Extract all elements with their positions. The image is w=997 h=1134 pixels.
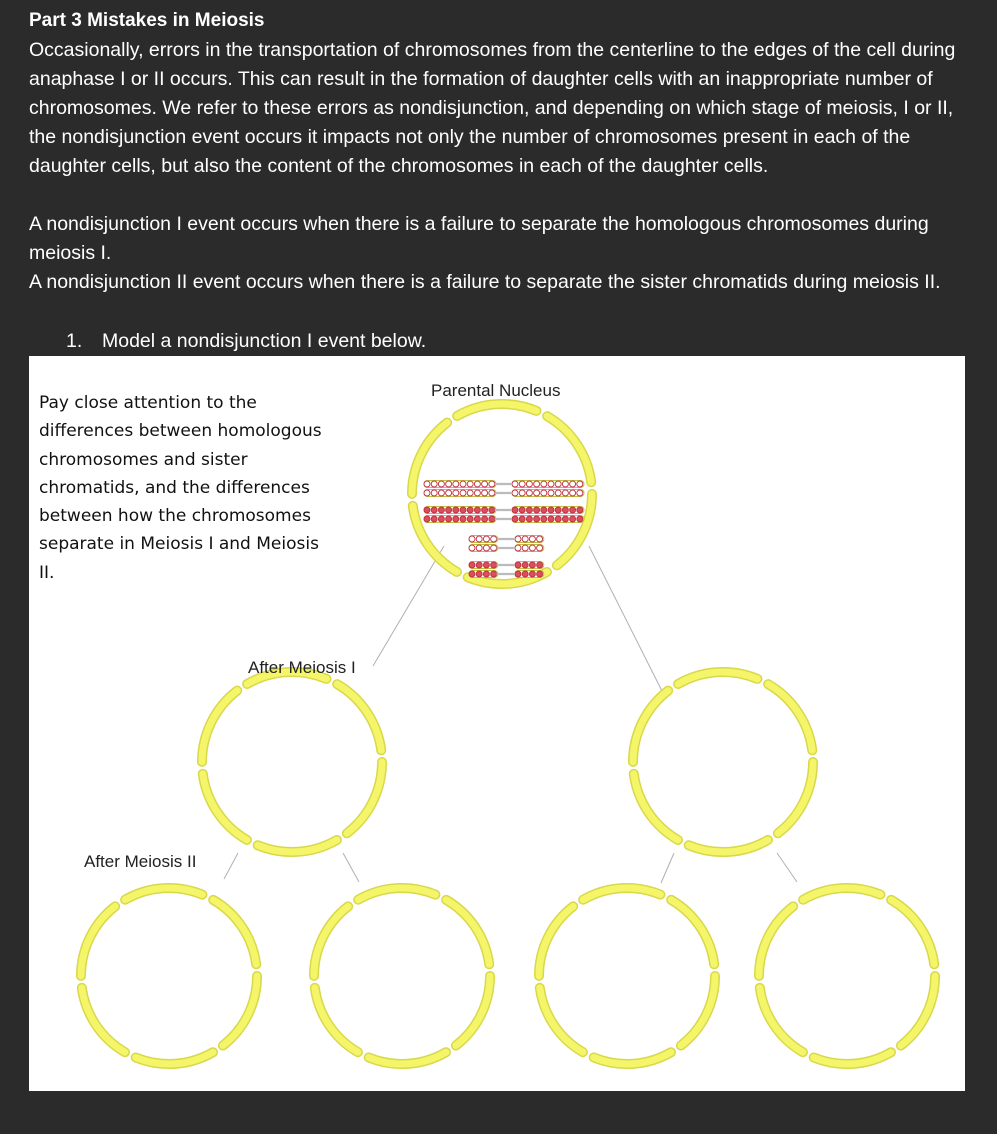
large-chromosome-red-right-bead — [548, 507, 554, 513]
large-chromosome-white-right-bead — [519, 481, 525, 487]
large-chromosome-white-sister-left-bead — [482, 490, 488, 496]
large-chromosome-red-sister-right-bead — [526, 516, 532, 522]
large-chromosome-red-sister-right-bead — [519, 516, 525, 522]
large-chromosome-white-sister-left-bead — [467, 490, 473, 496]
small-chromosome-red-sister-left-bead — [491, 571, 497, 577]
gamete-cell-meiosis-2-membrane — [314, 888, 490, 1064]
large-chromosome-white-sister-right-bead — [519, 490, 525, 496]
small-chromosome-red-left-bead — [491, 562, 497, 568]
daughter-cell-meiosis-1-membrane — [202, 672, 382, 852]
small-chromosome-white-right-bead — [529, 536, 535, 542]
small-chromosome-white-sister-right-bead — [537, 545, 543, 551]
small-chromosome-white-sister-right-bead — [515, 545, 521, 551]
large-chromosome-red-sister-right-bead — [512, 516, 518, 522]
large-chromosome-red-left-bead — [460, 507, 466, 513]
small-chromosome-red-right-bead — [515, 562, 521, 568]
large-chromosome-red-right-bead — [577, 507, 583, 513]
large-chromosome-white-left-bead — [482, 481, 488, 487]
large-chromosome-white-left-bead — [431, 481, 437, 487]
connector-line — [343, 853, 359, 882]
daughter-cell-meiosis-1-membrane — [633, 672, 813, 852]
small-chromosome-red-right-bead — [522, 562, 528, 568]
large-chromosome-red-right-bead — [541, 507, 547, 513]
small-chromosome-red-left-bead — [476, 562, 482, 568]
large-chromosome-white-sister-left-bead — [438, 490, 444, 496]
small-chromosome-red-left-bead — [483, 562, 489, 568]
large-chromosome-red-sister-right-bead — [548, 516, 554, 522]
large-chromosome-white-left-bead — [460, 481, 466, 487]
small-chromosome-red-sister-right-bead — [537, 571, 543, 577]
large-chromosome-red-right-bead — [555, 507, 561, 513]
large-chromosome-white-sister-right-bead — [526, 490, 532, 496]
large-chromosome-red-sister-left-bead — [467, 516, 473, 522]
connector-line — [661, 853, 674, 883]
large-chromosome-red-sister-left-bead — [431, 516, 437, 522]
large-chromosome-red-sister-left-bead — [489, 516, 495, 522]
connector-line — [373, 546, 444, 666]
large-chromosome-red-sister-left-bead — [446, 516, 452, 522]
large-chromosome-red-sister-left-bead — [424, 516, 430, 522]
small-chromosome-red-sister-right-bead — [515, 571, 521, 577]
small-chromosome-red-right-bead — [537, 562, 543, 568]
large-chromosome-white-right-bead — [512, 481, 518, 487]
small-chromosome-white-left-bead — [469, 536, 475, 542]
small-chromosome-white-right-bead — [537, 536, 543, 542]
large-chromosome-red-sister-left-bead — [453, 516, 459, 522]
large-chromosome-white-sister-left-bead — [431, 490, 437, 496]
small-chromosome-white-sister-left-bead — [469, 545, 475, 551]
large-chromosome-white-sister-right-bead — [577, 490, 583, 496]
large-chromosome-white-sister-right-bead — [548, 490, 554, 496]
after-meiosis-1-label: After Meiosis I — [248, 658, 356, 677]
small-chromosome-white-sister-right-bead — [522, 545, 528, 551]
connector-line — [589, 546, 662, 691]
small-chromosome-white-left-bead — [483, 536, 489, 542]
large-chromosome-white-right-bead — [541, 481, 547, 487]
small-chromosome-white-left-bead — [491, 536, 497, 542]
large-chromosome-white-sister-left-bead — [489, 490, 495, 496]
large-chromosome-red-sister-right-bead — [577, 516, 583, 522]
large-chromosome-white-sister-right-bead — [541, 490, 547, 496]
large-chromosome-red-sister-right-bead — [555, 516, 561, 522]
large-chromosome-red-right-bead — [512, 507, 518, 513]
list-text: Model a nondisjunction I event below. — [102, 330, 427, 352]
large-chromosome-white-left-bead — [424, 481, 430, 487]
large-chromosome-white-sister-right-bead — [534, 490, 540, 496]
large-chromosome-red-sister-left-bead — [482, 516, 488, 522]
large-chromosome-red-left-bead — [489, 507, 495, 513]
large-chromosome-white-left-bead — [446, 481, 452, 487]
small-chromosome-white-sister-left-bead — [476, 545, 482, 551]
parental-nucleus-label: Parental Nucleus — [431, 381, 561, 400]
large-chromosome-white-right-bead — [526, 481, 532, 487]
large-chromosome-white-sister-left-bead — [460, 490, 466, 496]
small-chromosome-white-right-bead — [522, 536, 528, 542]
small-chromosome-white-sister-left-bead — [483, 545, 489, 551]
large-chromosome-white-left-bead — [438, 481, 444, 487]
large-chromosome-white-sister-left-bead — [424, 490, 430, 496]
large-chromosome-white-right-bead — [534, 481, 540, 487]
large-chromosome-red-sister-left-bead — [474, 516, 480, 522]
nondisjunction-2-definition: A nondisjunction II event occurs when there is a failure to separate the sister chromatids during meiosis II. — [29, 271, 941, 293]
gamete-cell-meiosis-2-membrane — [539, 888, 715, 1064]
large-chromosome-white-sister-left-bead — [446, 490, 452, 496]
large-chromosome-red-left-bead — [424, 507, 430, 513]
nondisjunction-1-definition: A nondisjunction I event occurs when there is a failure to separate the homologous chromosomes during meiosis I. — [29, 213, 929, 264]
small-chromosome-white-sister-left-bead — [491, 545, 497, 551]
large-chromosome-red-left-bead — [467, 507, 473, 513]
instruction-note: Pay close attention to the differences between homologous chromosomes and sister chromatids, and the differences between how the chromosomes separate in Meiosis I and Meiosis II. — [39, 393, 322, 583]
list-item — [66, 327, 426, 356]
large-chromosome-red-sister-right-bead — [541, 516, 547, 522]
large-chromosome-white-right-bead — [555, 481, 561, 487]
large-chromosome-red-sister-right-bead — [570, 516, 576, 522]
connector-line — [224, 853, 238, 879]
large-chromosome-red-sister-left-bead — [460, 516, 466, 522]
large-chromosome-red-right-bead — [570, 507, 576, 513]
large-chromosome-red-left-bead — [431, 507, 437, 513]
large-chromosome-red-right-bead — [562, 507, 568, 513]
large-chromosome-white-left-bead — [467, 481, 473, 487]
large-chromosome-white-left-bead — [474, 481, 480, 487]
after-meiosis-2-label: After Meiosis II — [84, 852, 197, 871]
small-chromosome-white-left-bead — [476, 536, 482, 542]
large-chromosome-white-left-bead — [453, 481, 459, 487]
large-chromosome-red-right-bead — [526, 507, 532, 513]
large-chromosome-white-sister-left-bead — [453, 490, 459, 496]
small-chromosome-red-sister-left-bead — [483, 571, 489, 577]
small-chromosome-red-sister-left-bead — [469, 571, 475, 577]
large-chromosome-red-sister-right-bead — [534, 516, 540, 522]
large-chromosome-red-right-bead — [519, 507, 525, 513]
small-chromosome-red-sister-right-bead — [522, 571, 528, 577]
large-chromosome-white-sister-right-bead — [512, 490, 518, 496]
large-chromosome-white-sister-right-bead — [562, 490, 568, 496]
large-chromosome-white-sister-left-bead — [474, 490, 480, 496]
large-chromosome-red-sister-left-bead — [438, 516, 444, 522]
intro-paragraph: Occasionally, errors in the transportation of chromosomes from the centerline to the edges of the cell during anaphase I or II occurs. This can result in the formation of daughter cells with an inappropriate number of chromosomes. We refer to these errors as nondisjunction, and depending on which stage of meiosis, I or II, the nondisjunction event occurs it impacts not only the number of chromosomes present in each of the daughter cells, but also the content of the chromosomes in each of the daughter cells. — [29, 39, 956, 177]
large-chromosome-red-sister-right-bead — [562, 516, 568, 522]
small-chromosome-white-right-bead — [515, 536, 521, 542]
large-chromosome-white-right-bead — [577, 481, 583, 487]
large-chromosome-red-left-bead — [446, 507, 452, 513]
meiosis-diagram — [29, 356, 965, 1091]
large-chromosome-white-right-bead — [548, 481, 554, 487]
gamete-cell-meiosis-2-membrane — [759, 888, 935, 1064]
large-chromosome-red-left-bead — [474, 507, 480, 513]
large-chromosome-red-left-bead — [482, 507, 488, 513]
small-chromosome-red-left-bead — [469, 562, 475, 568]
large-chromosome-red-right-bead — [534, 507, 540, 513]
connector-line — [777, 853, 797, 882]
large-chromosome-red-left-bead — [453, 507, 459, 513]
list-number: 1. — [66, 330, 83, 352]
large-chromosome-white-sister-right-bead — [555, 490, 561, 496]
gamete-cell-meiosis-2-membrane — [81, 888, 257, 1064]
large-chromosome-white-right-bead — [562, 481, 568, 487]
small-chromosome-white-sister-right-bead — [529, 545, 535, 551]
section-heading: Part 3 Mistakes in Meiosis — [29, 10, 265, 31]
small-chromosome-red-right-bead — [529, 562, 535, 568]
small-chromosome-red-sister-left-bead — [476, 571, 482, 577]
large-chromosome-white-sister-right-bead — [570, 490, 576, 496]
large-chromosome-red-left-bead — [438, 507, 444, 513]
small-chromosome-red-sister-right-bead — [529, 571, 535, 577]
large-chromosome-white-right-bead — [570, 481, 576, 487]
large-chromosome-white-left-bead — [489, 481, 495, 487]
